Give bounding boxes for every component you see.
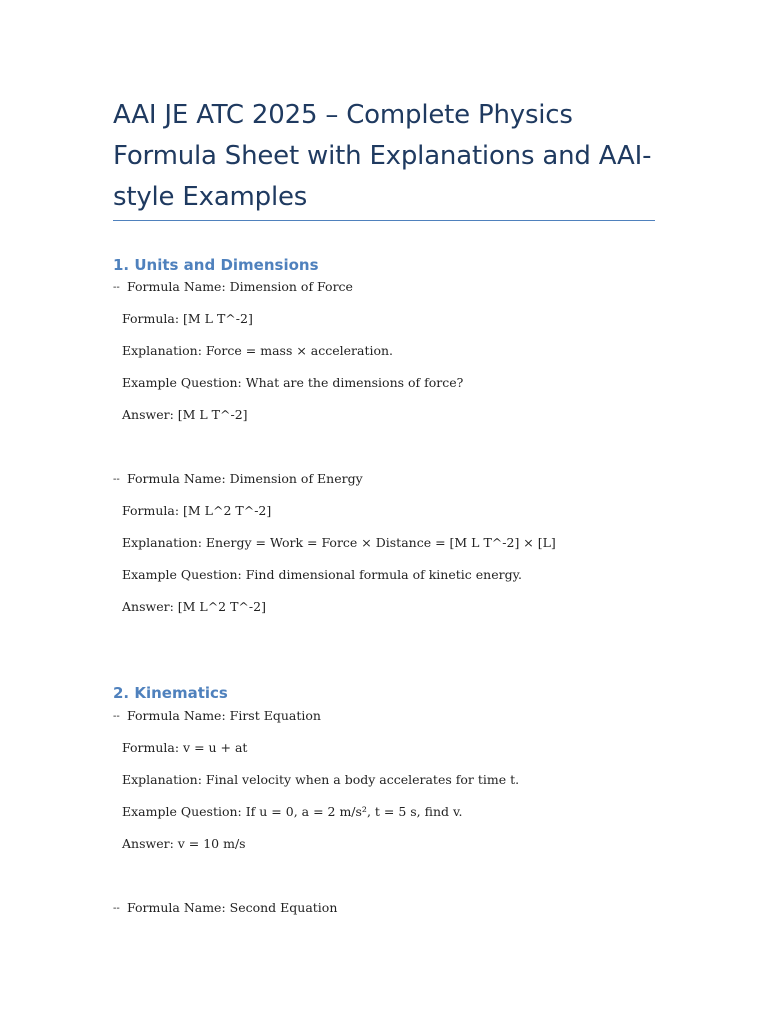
- explanation-line: Explanation: Energy = Work = Force × Distance = [M L T^-2] × [L]: [122, 535, 556, 550]
- formula-line: Formula: [M L^2 T^-2]: [122, 503, 272, 518]
- formula-line: Formula: [M L T^-2]: [122, 311, 253, 326]
- explanation-line: Explanation: Force = mass × acceleration.: [122, 343, 394, 358]
- document-title: AAI JE ATC 2025 – Complete Physics Formula Sheet with Explanations and AAI-style Examples: [113, 100, 652, 212]
- title-divider: [113, 220, 655, 221]
- answer-line: Answer: [M L^2 T^-2]: [122, 599, 266, 614]
- section-heading-units: 1. Units and Dimensions: [113, 256, 319, 274]
- formula-name-line: [113, 708, 321, 725]
- formula-name-line: [113, 471, 363, 488]
- bullet-dash: --: [113, 903, 120, 914]
- formula-name: Formula Name: First Equation: [127, 708, 321, 723]
- formula-name-line: [113, 900, 337, 917]
- example-question-line: Example Question: Find dimensional formula of kinetic energy.: [122, 567, 522, 582]
- answer-line: Answer: v = 10 m/s: [122, 836, 246, 851]
- example-question-line: Example Question: What are the dimensions of force?: [122, 375, 464, 390]
- formula-name: Formula Name: Dimension of Force: [127, 279, 353, 294]
- formula-name: Formula Name: Second Equation: [127, 900, 338, 915]
- bullet-dash: --: [113, 282, 120, 293]
- bullet-dash: --: [113, 711, 120, 722]
- section-heading-kinematics: 2. Kinematics: [113, 684, 228, 702]
- answer-line: Answer: [M L T^-2]: [122, 407, 248, 422]
- bullet-dash: --: [113, 474, 120, 485]
- explanation-line: Explanation: Final velocity when a body accelerates for time t.: [122, 772, 520, 787]
- example-question-line: Example Question: If u = 0, a = 2 m/s², t = 5 s, find v.: [122, 804, 463, 819]
- formula-line: Formula: v = u + at: [122, 740, 248, 755]
- formula-name-line: [113, 279, 353, 296]
- formula-name: Formula Name: Dimension of Energy: [127, 471, 363, 486]
